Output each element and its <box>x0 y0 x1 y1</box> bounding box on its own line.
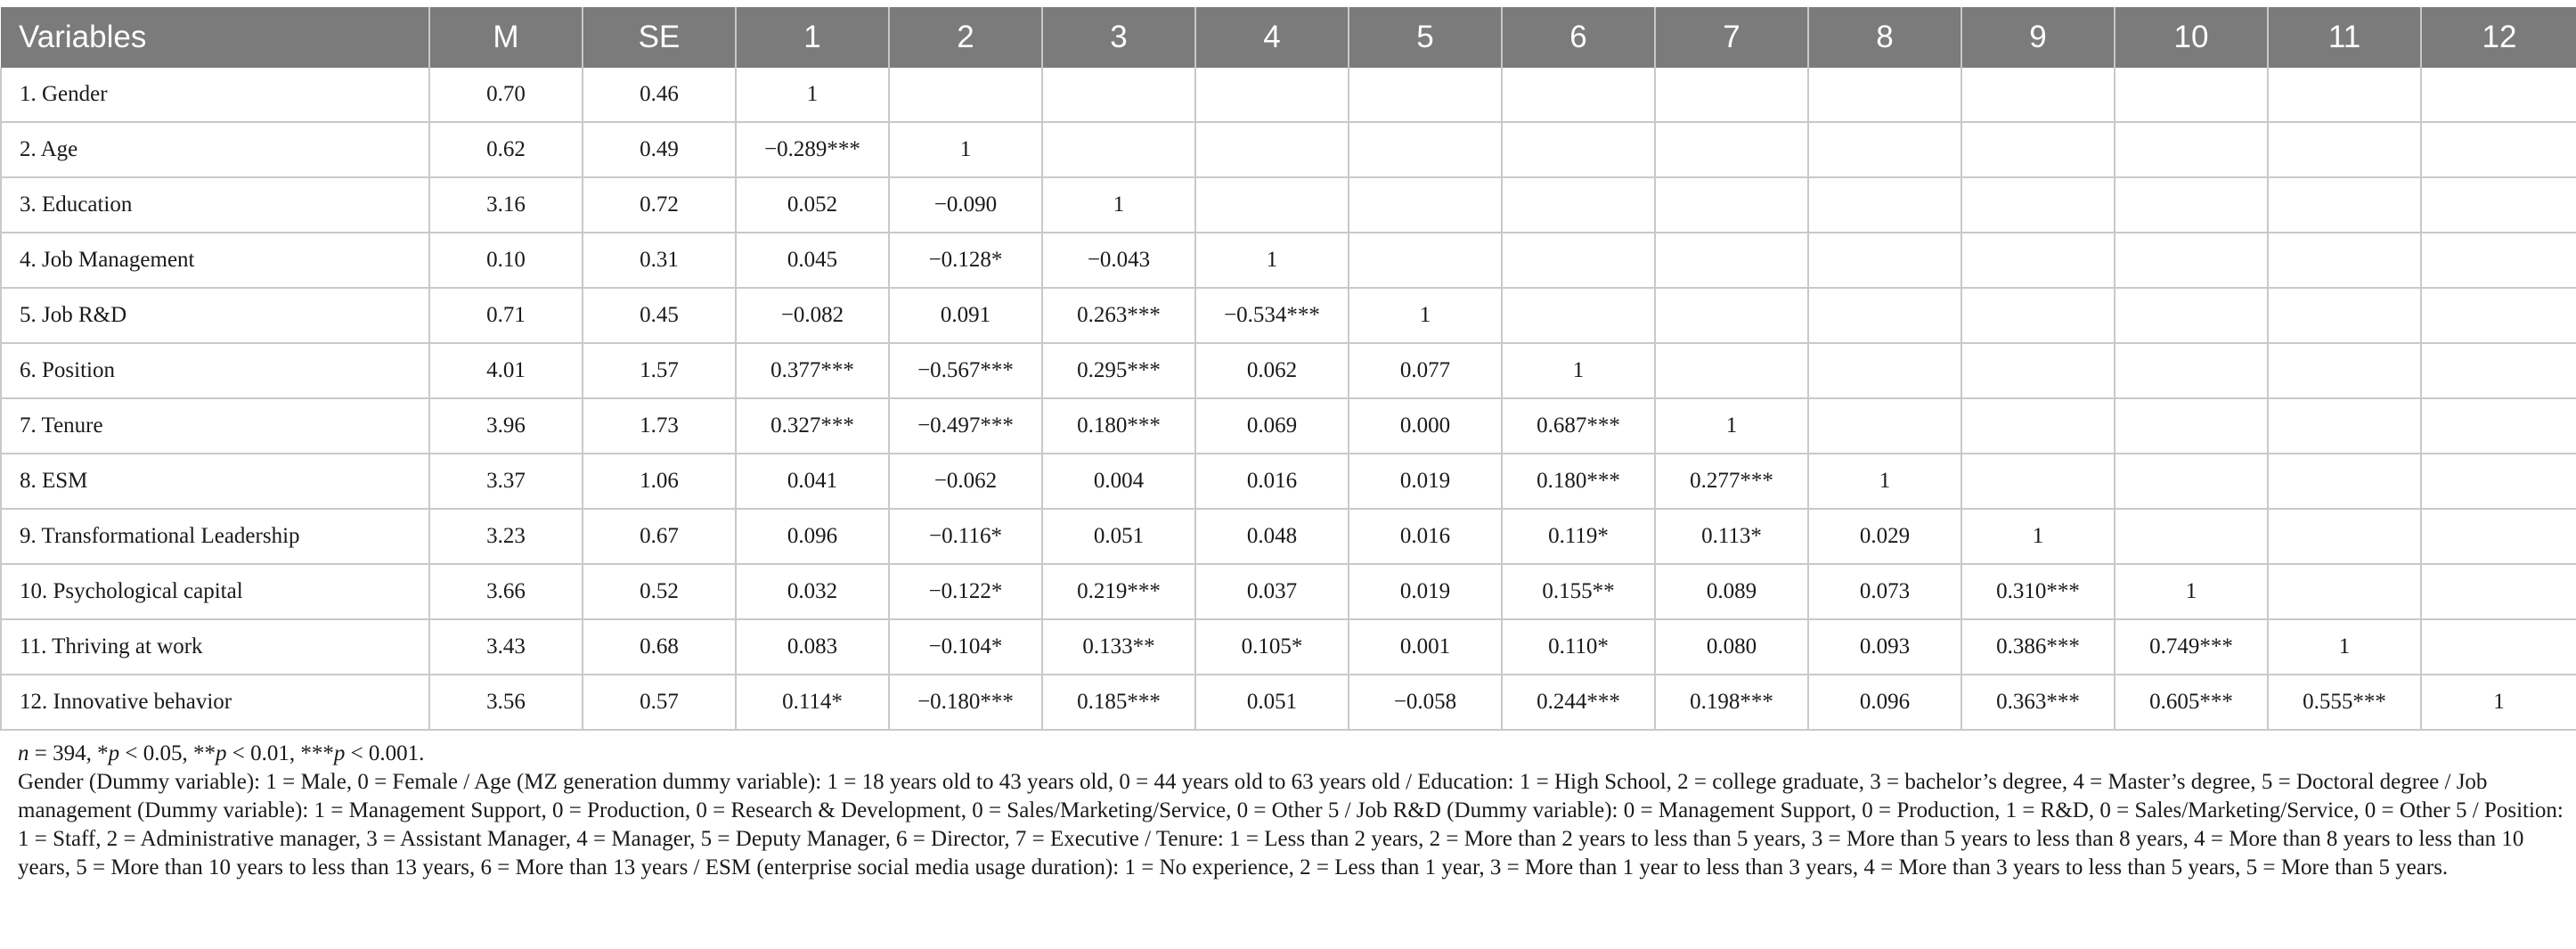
table-cell: 0.67 <box>583 509 736 564</box>
header-col-1: M <box>429 7 583 68</box>
table-cell: 0.045 <box>736 233 889 288</box>
table-cell: 3.16 <box>429 177 583 233</box>
table-cell <box>2421 454 2576 509</box>
header-col-8: 6 <box>1502 7 1655 68</box>
table-cell: −0.058 <box>1349 675 1502 730</box>
table-cell: 0.110* <box>1502 619 1655 675</box>
table-cell <box>1655 288 1808 343</box>
table-cell <box>2421 343 2576 398</box>
variable-name-cell: 8. ESM <box>1 454 429 509</box>
table-cell: 0.72 <box>583 177 736 233</box>
table-cell: 0.263*** <box>1042 288 1195 343</box>
table-cell: 0.105* <box>1195 619 1349 675</box>
table-cell: −0.062 <box>889 454 1042 509</box>
table-cell <box>1808 398 1961 454</box>
table-cell <box>1502 122 1655 177</box>
table-cell: 0.096 <box>1808 675 1961 730</box>
table-cell <box>1655 177 1808 233</box>
table-cell <box>2268 343 2421 398</box>
table-row <box>1 619 2576 675</box>
table-cell <box>1502 233 1655 288</box>
n-label: n <box>18 741 29 765</box>
table-cell: 1 <box>736 68 889 122</box>
header-col-5: 3 <box>1042 7 1195 68</box>
table-cell: 0.073 <box>1808 564 1961 619</box>
table-cell: −0.567*** <box>889 343 1042 398</box>
table-notes <box>18 740 2565 882</box>
table-cell: 0.327*** <box>736 398 889 454</box>
table-cell: 0.001 <box>1349 619 1502 675</box>
table-cell: 3.43 <box>429 619 583 675</box>
table-row <box>1 343 2576 398</box>
table-cell: 0.244*** <box>1502 675 1655 730</box>
header-col-13: 11 <box>2268 7 2421 68</box>
table-row <box>1 675 2576 730</box>
table-cell: 0.133** <box>1042 619 1195 675</box>
table-cell <box>1961 68 2115 122</box>
header-variables: Variables <box>1 7 429 68</box>
table-cell <box>2268 564 2421 619</box>
table-cell <box>1961 122 2115 177</box>
table-cell: 0.062 <box>1195 343 1349 398</box>
table-cell: 0.083 <box>736 619 889 675</box>
table-row <box>1 68 2576 122</box>
table-cell: 0.119* <box>1502 509 1655 564</box>
table-cell: 0.019 <box>1349 454 1502 509</box>
header-col-2: SE <box>583 7 736 68</box>
header-col-7: 5 <box>1349 7 1502 68</box>
table-cell: 0.70 <box>429 68 583 122</box>
table-row <box>1 177 2576 233</box>
table-cell: 0.113* <box>1655 509 1808 564</box>
table-cell <box>889 68 1042 122</box>
table-cell: 1.73 <box>583 398 736 454</box>
table-cell <box>1961 288 2115 343</box>
variable-name-cell: 10. Psychological capital <box>1 564 429 619</box>
table-cell: 0.029 <box>1808 509 1961 564</box>
table-cell <box>2268 68 2421 122</box>
table-cell: 0.069 <box>1195 398 1349 454</box>
table-cell <box>2421 177 2576 233</box>
table-cell <box>2421 122 2576 177</box>
table-cell: 1 <box>1655 398 1808 454</box>
table-cell: 0.295*** <box>1042 343 1195 398</box>
table-cell <box>2268 233 2421 288</box>
table-header-row <box>1 7 2576 68</box>
table-cell: 0.605*** <box>2115 675 2268 730</box>
table-cell: 0.310*** <box>1961 564 2115 619</box>
table-cell: 0.363*** <box>1961 675 2115 730</box>
table-cell <box>2115 454 2268 509</box>
table-cell <box>1655 233 1808 288</box>
table-cell: −0.122* <box>889 564 1042 619</box>
table-cell <box>2421 288 2576 343</box>
table-cell: 0.096 <box>736 509 889 564</box>
table-cell: 0.386*** <box>1961 619 2115 675</box>
table-cell <box>2421 68 2576 122</box>
table-cell <box>1502 68 1655 122</box>
table-cell: 0.080 <box>1655 619 1808 675</box>
table-cell <box>1961 233 2115 288</box>
table-cell <box>1808 68 1961 122</box>
table-cell: 0.57 <box>583 675 736 730</box>
table-cell: 0.277*** <box>1655 454 1808 509</box>
table-row <box>1 454 2576 509</box>
table-cell <box>1808 288 1961 343</box>
table-row <box>1 288 2576 343</box>
table-cell: 1 <box>1042 177 1195 233</box>
table-cell <box>1195 177 1349 233</box>
table-cell: 3.23 <box>429 509 583 564</box>
table-cell <box>2268 454 2421 509</box>
table-cell: 0.377*** <box>736 343 889 398</box>
table-cell <box>1349 177 1502 233</box>
table-cell: −0.104* <box>889 619 1042 675</box>
table-cell <box>1349 68 1502 122</box>
variable-name-cell: 11. Thriving at work <box>1 619 429 675</box>
table-cell: 0.114* <box>736 675 889 730</box>
table-body <box>1 68 2576 730</box>
table-cell <box>2115 68 2268 122</box>
table-cell: 0.45 <box>583 288 736 343</box>
table-cell <box>1808 122 1961 177</box>
table-cell <box>2115 288 2268 343</box>
table-cell: 0.051 <box>1042 509 1195 564</box>
variable-name-cell: 12. Innovative behavior <box>1 675 429 730</box>
table-cell <box>2268 398 2421 454</box>
table-cell <box>2115 509 2268 564</box>
table-cell <box>1195 68 1349 122</box>
table-cell: 1 <box>1195 233 1349 288</box>
table-cell <box>1808 343 1961 398</box>
table-cell: 1 <box>1502 343 1655 398</box>
table-cell: 0.048 <box>1195 509 1349 564</box>
table-cell <box>1961 398 2115 454</box>
table-row <box>1 564 2576 619</box>
table-cell: 0.052 <box>736 177 889 233</box>
table-row <box>1 233 2576 288</box>
table-cell: 1 <box>2115 564 2268 619</box>
table-cell <box>2421 564 2576 619</box>
table-cell <box>2268 288 2421 343</box>
table-cell: 0.037 <box>1195 564 1349 619</box>
table-cell: 0.016 <box>1349 509 1502 564</box>
table-cell <box>1808 233 1961 288</box>
table-cell: 1.57 <box>583 343 736 398</box>
table-cell: −0.116* <box>889 509 1042 564</box>
table-cell: 1 <box>1961 509 2115 564</box>
table-cell: 0.555*** <box>2268 675 2421 730</box>
table-cell <box>2115 343 2268 398</box>
table-cell <box>1961 454 2115 509</box>
table-cell: 0.016 <box>1195 454 1349 509</box>
table-cell: 0.041 <box>736 454 889 509</box>
table-cell: 0.077 <box>1349 343 1502 398</box>
table-cell <box>2115 177 2268 233</box>
header-col-14: 12 <box>2421 7 2576 68</box>
table-cell <box>1655 122 1808 177</box>
variable-name-cell: 2. Age <box>1 122 429 177</box>
table-cell: 0.62 <box>429 122 583 177</box>
table-cell <box>2421 233 2576 288</box>
table-cell: 3.56 <box>429 675 583 730</box>
table-cell: 0.49 <box>583 122 736 177</box>
header-col-11: 9 <box>1961 7 2115 68</box>
table-cell <box>1042 68 1195 122</box>
table-cell: 1 <box>1808 454 1961 509</box>
table-cell: 0.091 <box>889 288 1042 343</box>
table-cell <box>2421 509 2576 564</box>
table-cell <box>1349 122 1502 177</box>
table-cell <box>1961 177 2115 233</box>
table-cell: 0.71 <box>429 288 583 343</box>
table-cell: 0.004 <box>1042 454 1195 509</box>
table-cell: 0.687*** <box>1502 398 1655 454</box>
table-cell <box>2115 233 2268 288</box>
table-cell <box>2115 122 2268 177</box>
table-cell: 3.66 <box>429 564 583 619</box>
table-cell <box>2268 122 2421 177</box>
table-cell <box>2268 177 2421 233</box>
header-col-3: 1 <box>736 7 889 68</box>
table-row <box>1 509 2576 564</box>
table-row <box>1 398 2576 454</box>
table-cell: 0.219*** <box>1042 564 1195 619</box>
table-cell <box>1961 343 2115 398</box>
table-cell <box>2115 398 2268 454</box>
variable-name-cell: 7. Tenure <box>1 398 429 454</box>
table-cell <box>1195 122 1349 177</box>
table-cell: 0.10 <box>429 233 583 288</box>
table-cell: 1 <box>889 122 1042 177</box>
coding-note: Gender (Dummy variable): 1 = Male, 0 = Female / Age (MZ generation dummy variable): 1 = 18 years old to 43 years old, 0 = 44 years old to 63 years old / Education: 1 = High School, 2 = college graduate, 3 = bachelor’s degree, 4 = Master’s degree, 5 = Doctoral degree / Job management (Dummy variable): 1 = Management Support, 0 = Production, 0 = Research & Development, 0 = Sales/Marketing/Service, 0 = Other 5 / Job R&D (Dummy variable): 0 = Management Support, 0 = Production, 1 = R&D, 0 = Sales/Marketing/Service, 0 = Other 5 / Position: 1 = Staff, 2 = Administrative manager, 3 = Assistant Manager, 4 = Manager, 5 = Deputy Manager, 6 = Director, 7 = Executive / Tenure: 1 = Less than 2 years, 2 = More than 2 years to less than 5 years, 3 = More than 5 years to less than 8 years, 4 = More than 8 years to less than 10 years, 5 = More than 10 years to less than 13 years, 6 = More than 13 years / ESM (enterprise social media usage duration): 1 = No experience, 2 = Less than 1 year, 3 = More than 1 year to less than 3 years, 4 = More than 3 years to less than 5 years, 5 = More than 5 years. <box>18 770 2564 879</box>
table-cell <box>1808 177 1961 233</box>
table-cell <box>2421 398 2576 454</box>
table-cell: 0.000 <box>1349 398 1502 454</box>
table-cell: 0.019 <box>1349 564 1502 619</box>
table-cell <box>2421 619 2576 675</box>
table-cell: −0.043 <box>1042 233 1195 288</box>
table-cell: 0.185*** <box>1042 675 1195 730</box>
variable-name-cell: 3. Education <box>1 177 429 233</box>
table-cell: 0.52 <box>583 564 736 619</box>
table-cell: 1 <box>2421 675 2576 730</box>
table-cell <box>1655 68 1808 122</box>
table-cell: 0.180*** <box>1502 454 1655 509</box>
table-cell: −0.497*** <box>889 398 1042 454</box>
table-cell: −0.128* <box>889 233 1042 288</box>
table-cell: 0.198*** <box>1655 675 1808 730</box>
header-col-6: 4 <box>1195 7 1349 68</box>
table-row <box>1 122 2576 177</box>
table-cell <box>1349 233 1502 288</box>
correlation-table <box>0 7 2576 731</box>
table-cell: 0.051 <box>1195 675 1349 730</box>
table-cell: 0.749*** <box>2115 619 2268 675</box>
table-cell: 0.180*** <box>1042 398 1195 454</box>
table-cell: −0.180*** <box>889 675 1042 730</box>
table-cell: −0.289*** <box>736 122 889 177</box>
table-cell <box>1502 177 1655 233</box>
table-cell: 0.31 <box>583 233 736 288</box>
table-cell: −0.082 <box>736 288 889 343</box>
table-cell: 1.06 <box>583 454 736 509</box>
table-cell: −0.534*** <box>1195 288 1349 343</box>
table-cell <box>1042 122 1195 177</box>
header-col-12: 10 <box>2115 7 2268 68</box>
significance-note: n = 394, *p < 0.05, **p < 0.01, ***p < 0.001. <box>18 741 425 765</box>
table-cell: 0.089 <box>1655 564 1808 619</box>
variable-name-cell: 5. Job R&D <box>1 288 429 343</box>
table-cell: 1 <box>2268 619 2421 675</box>
header-col-9: 7 <box>1655 7 1808 68</box>
table-cell: 0.032 <box>736 564 889 619</box>
table-cell <box>2268 509 2421 564</box>
table-cell: 1 <box>1349 288 1502 343</box>
table-cell: 3.37 <box>429 454 583 509</box>
table-cell: 3.96 <box>429 398 583 454</box>
table-cell: −0.090 <box>889 177 1042 233</box>
table-cell <box>1655 343 1808 398</box>
table-cell: 4.01 <box>429 343 583 398</box>
table-cell: 0.46 <box>583 68 736 122</box>
variable-name-cell: 1. Gender <box>1 68 429 122</box>
header-col-4: 2 <box>889 7 1042 68</box>
variable-name-cell: 9. Transformational Leadership <box>1 509 429 564</box>
table-cell <box>1502 288 1655 343</box>
table-cell: 0.68 <box>583 619 736 675</box>
variable-name-cell: 4. Job Management <box>1 233 429 288</box>
table-cell: 0.093 <box>1808 619 1961 675</box>
variable-name-cell: 6. Position <box>1 343 429 398</box>
table-cell: 0.155** <box>1502 564 1655 619</box>
header-col-10: 8 <box>1808 7 1961 68</box>
